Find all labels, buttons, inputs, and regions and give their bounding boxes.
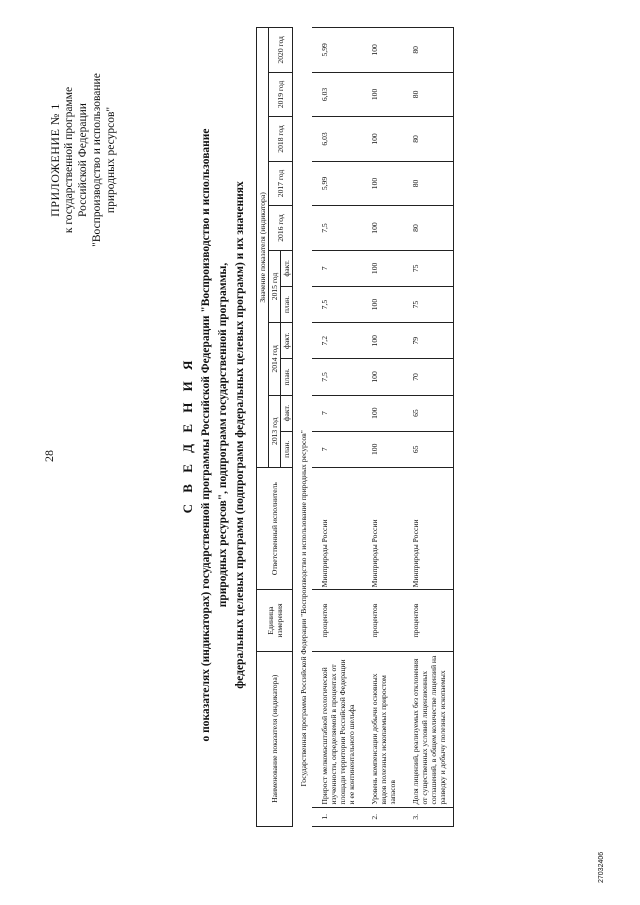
table-row — [312, 28, 362, 827]
header-executor: Ответственный исполнитель — [257, 467, 293, 589]
header-plan: план. — [281, 431, 293, 467]
appendix-line: природных ресурсов" — [105, 106, 117, 214]
header-unit: Единица измерения — [257, 590, 293, 651]
value-cell: 65 — [403, 395, 454, 431]
header-2018: 2018 год — [269, 117, 293, 162]
value-cell: 100 — [362, 395, 403, 431]
value-cell: 7 — [312, 395, 362, 431]
header-2017: 2017 год — [269, 161, 293, 206]
value-cell: 80 — [403, 161, 454, 206]
value-cell: 100 — [362, 72, 403, 117]
header-fact: факт. — [281, 395, 293, 431]
value-cell: 7 — [312, 431, 362, 467]
row-number: 3. — [403, 807, 454, 826]
value-cell: 7,5 — [312, 206, 362, 251]
page-number: 28 — [42, 450, 56, 462]
value-cell: 7,5 — [312, 359, 362, 395]
unit-cell: процентов — [312, 590, 362, 651]
header-values-group: Значение показателя (индикатора) — [257, 28, 269, 468]
value-cell: 80 — [403, 28, 454, 73]
value-cell: 5,99 — [312, 161, 362, 206]
value-cell: 7,5 — [312, 286, 362, 322]
executor-cell: Минприроды России — [362, 467, 403, 589]
header-fact: факт. — [281, 323, 293, 359]
value-cell: 100 — [362, 250, 403, 286]
value-cell: 100 — [362, 323, 403, 359]
header-plan: план. — [281, 359, 293, 395]
document-code: 27032406 — [598, 851, 605, 883]
value-cell: 79 — [403, 323, 454, 359]
indicator-name: Уровень компенсации добычи основных видов полезных ископаемых приростом запасов — [362, 651, 403, 807]
value-cell: 100 — [362, 28, 403, 73]
header-2013: 2013 год — [269, 395, 281, 467]
value-cell: 75 — [403, 286, 454, 322]
value-cell: 100 — [362, 286, 403, 322]
appendix-line: Российской Федерации — [77, 103, 89, 217]
value-cell: 100 — [362, 359, 403, 395]
value-cell: 5,99 — [312, 28, 362, 73]
heading-title: С В Е Д Е Н И Я — [180, 356, 195, 514]
value-cell: 75 — [403, 250, 454, 286]
heading-line: природных ресурсов", подпрограмм государственной программы, — [217, 262, 229, 608]
header-name: Наименование показателя (индикатора) — [257, 651, 293, 826]
table-row — [403, 28, 454, 827]
appendix-line: к государственной программе — [63, 86, 75, 234]
value-cell: 80 — [403, 117, 454, 162]
value-cell: 80 — [403, 206, 454, 251]
section-title: Государственная программа Российской Федерации "Воспроизводство и использование природных ресурсов" — [299, 430, 308, 787]
value-cell: 65 — [403, 431, 454, 467]
header-2015: 2015 год — [269, 250, 281, 322]
appendix-line: "Воспроизводство и использование — [91, 73, 103, 247]
value-cell: 6,03 — [312, 72, 362, 117]
value-cell: 100 — [362, 206, 403, 251]
executor-cell: Минприроды России — [312, 467, 362, 589]
header-2016: 2016 год — [269, 206, 293, 251]
header-2014: 2014 год — [269, 323, 281, 395]
heading-line: федеральных целевых программ (подпрограмм федеральных целевых программ) и их значениях — [234, 181, 246, 689]
appendix-block — [48, 25, 118, 295]
header-2020: 2020 год — [269, 28, 293, 73]
value-cell: 100 — [362, 117, 403, 162]
value-cell: 7,2 — [312, 323, 362, 359]
appendix-title: ПРИЛОЖЕНИЕ № 1 — [48, 103, 62, 217]
value-cell: 7 — [312, 250, 362, 286]
row-number: 1. — [312, 807, 362, 826]
table-body — [312, 28, 454, 827]
header-2019: 2019 год — [269, 72, 293, 117]
heading-line: о показателях (индикаторах) государственной программы Российской Федерации "Воспроизводство и использование — [200, 128, 212, 742]
table-row — [362, 28, 403, 827]
unit-cell: процентов — [403, 590, 454, 651]
unit-cell: процентов — [362, 590, 403, 651]
value-cell: 100 — [362, 161, 403, 206]
header-fact: факт. — [281, 250, 293, 286]
executor-cell: Минприроды России — [403, 467, 454, 589]
document-heading — [180, 45, 247, 825]
value-cell: 6,03 — [312, 117, 362, 162]
row-number: 2. — [362, 807, 403, 826]
value-cell: 80 — [403, 72, 454, 117]
value-cell: 100 — [362, 431, 403, 467]
indicator-name: Прирост мелкомасштабной геологической изученности, определяемой в процентах от площади территории Российской Федерации и ее континентального шельфа — [312, 651, 362, 807]
header-plan: план. — [281, 286, 293, 322]
indicators-table — [256, 27, 454, 827]
indicator-name: Доля лицензий, реализуемых без отклонения от существенных условий лицензионных соглашений, в общем количестве лицензий на разведку и добычу полезных ископаемых — [403, 651, 454, 807]
value-cell: 70 — [403, 359, 454, 395]
